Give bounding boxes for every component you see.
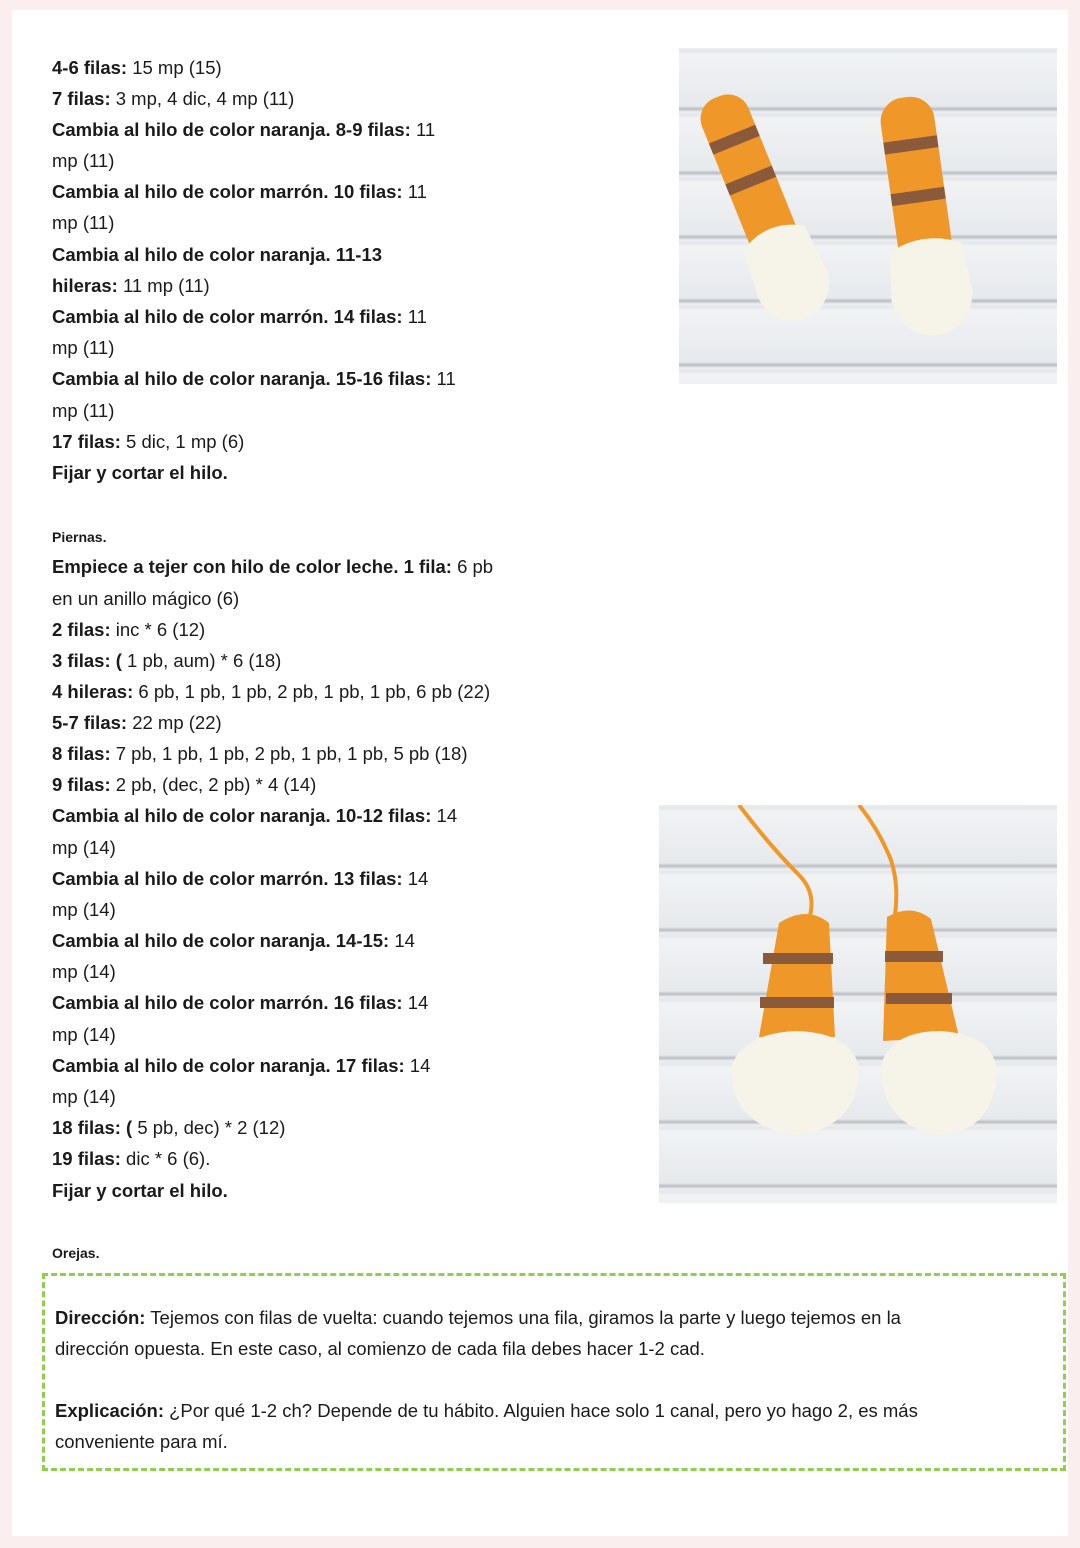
legs-row-10: mp (14) [52,837,116,858]
legs-row-16: mp (14) [52,1024,116,1045]
legs-title: Piernas. [52,529,107,545]
arms-row-3: Cambia al hilo de color naranja. 8-9 filas: 11 [52,119,436,140]
ears-title: Orejas. [52,1245,100,1261]
arms-row-6: mp (11) [52,212,115,233]
arms-row-11: Cambia al hilo de color naranja. 15-16 filas: 11 [52,368,456,389]
arms-row-2: 7 filas: 3 mp, 4 dic, 4 mp (11) [52,88,295,109]
legs-row-9: Cambia al hilo de color naranja. 10-12 filas: 14 [52,805,458,826]
legs-row-4: 3 filas: ( 1 pb, aum) * 6 (18) [52,650,282,671]
note-box [42,1273,1066,1471]
legs-row-14: mp (14) [52,961,116,982]
legs-row-15: Cambia al hilo de color marrón. 16 filas: 14 [52,992,429,1013]
legs-row-2: en un anillo mágico (6) [52,588,240,609]
legs-row-11: Cambia al hilo de color marrón. 13 filas: 14 [52,868,429,889]
legs-photo [659,805,1057,1203]
arms-row-9: Cambia al hilo de color marrón. 14 filas: 11 [52,306,427,327]
arms-row-10: mp (11) [52,337,115,358]
legs-row-13: Cambia al hilo de color naranja. 14-15: 14 [52,930,415,951]
legs-row-19: 18 filas: ( 5 pb, dec) * 2 (12) [52,1117,286,1138]
arms-row-4: mp (11) [52,150,115,171]
legs-row-6: 5-7 filas: 22 mp (22) [52,712,222,733]
arms-row-5: Cambia al hilo de color marrón. 10 filas: 11 [52,181,427,202]
legs-row-20: 19 filas: dic * 6 (6). [52,1148,211,1169]
legs-row-5: 4 hileras: 6 pb, 1 pb, 1 pb, 2 pb, 1 pb, 1 pb, 6 pb (22) [52,681,491,702]
direction-note: Dirección: Tejemos con filas de vuelta: cuando tejemos una fila, giramos la parte y luego tejemos en la dirección opuesta. En este caso, al comienzo de cada fila debes hacer 1-2 cad. [55,1307,901,1359]
arms-row-12: mp (11) [52,400,115,421]
explanation-note: Explicación: ¿Por qué 1-2 ch? Depende de tu hábito. Alguien hace solo 1 canal, pero yo hago 2, es más conveniente para mí. [55,1400,918,1452]
legs-row-8: 9 filas: 2 pb, (dec, 2 pb) * 4 (14) [52,774,317,795]
arms-row-14: Fijar y cortar el hilo. [52,462,228,483]
arms-row-13: 17 filas: 5 dic, 1 mp (6) [52,431,245,452]
legs-row-3: 2 filas: inc * 6 (12) [52,619,206,640]
legs-row-18: mp (14) [52,1086,116,1107]
arms-row-7: Cambia al hilo de color naranja. 11-13 [52,244,383,265]
pattern-page [12,10,1068,1536]
legs-row-17: Cambia al hilo de color naranja. 17 filas: 14 [52,1055,431,1076]
legs-row-21: Fijar y cortar el hilo. [52,1180,228,1201]
legs-row-1: Empiece a tejer con hilo de color leche. 1 fila: 6 pb [52,556,494,577]
legs-row-7: 8 filas: 7 pb, 1 pb, 1 pb, 2 pb, 1 pb, 1 pb, 5 pb (18) [52,743,468,764]
legs-row-12: mp (14) [52,899,116,920]
arms-row-8: hileras: 11 mp (11) [52,275,210,296]
arms-row-1: 4-6 filas: 15 mp (15) [52,57,222,78]
arms-photo [679,48,1057,384]
